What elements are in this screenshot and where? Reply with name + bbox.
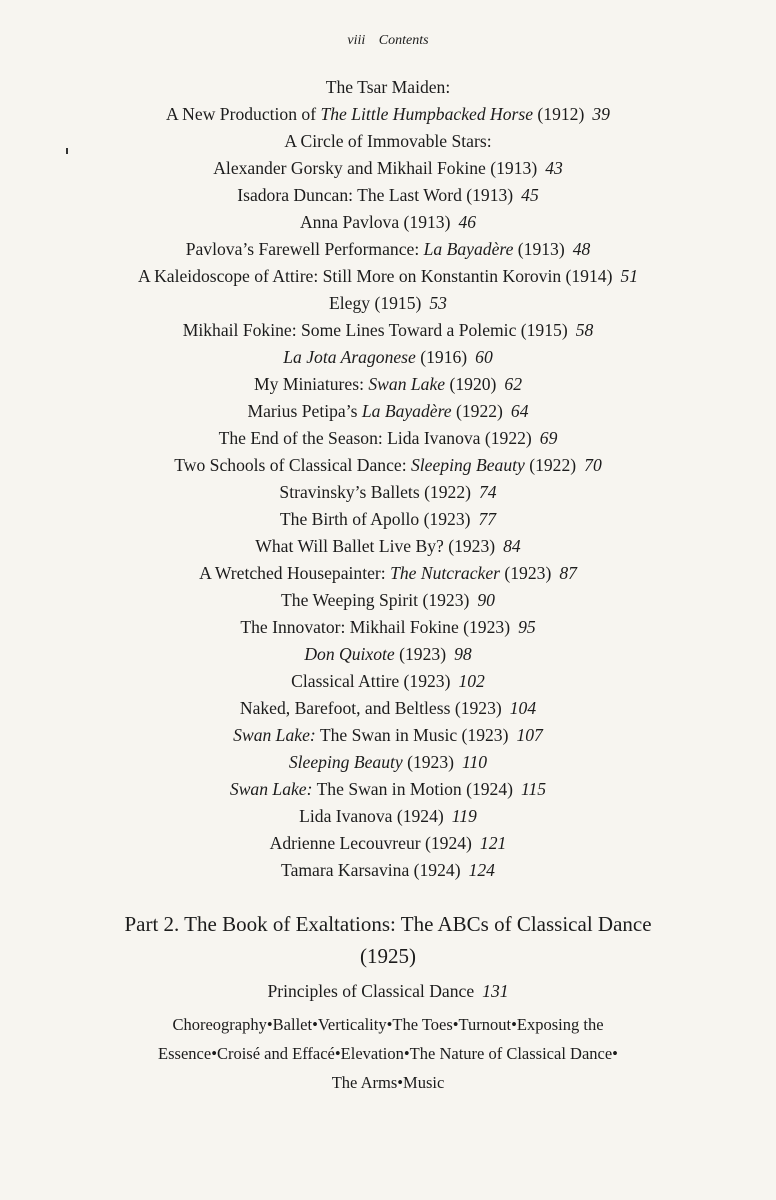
entry-page-number: 121 bbox=[479, 833, 507, 853]
entry-page-number: 43 bbox=[545, 158, 563, 178]
entry-page-number: 119 bbox=[451, 806, 477, 826]
toc-entry bbox=[30, 452, 746, 479]
entry-title: A Circle of Immovable Stars: bbox=[284, 131, 492, 151]
entry-page-number: 87 bbox=[559, 563, 577, 583]
entry-title: Classical Attire (1923) bbox=[291, 671, 451, 691]
entry-page-number: 74 bbox=[478, 482, 497, 502]
topic-list bbox=[130, 1010, 646, 1097]
bullet-separator: • bbox=[403, 1044, 410, 1063]
entry-title-prefix: Pavlova’s Farewell Performance: bbox=[185, 239, 424, 259]
topic-item: Turnout bbox=[458, 1015, 512, 1034]
entry-title-suffix: (1922) bbox=[451, 401, 503, 421]
topic-item: Elevation bbox=[340, 1044, 404, 1063]
entry-title-italic: The Nutcracker bbox=[390, 563, 500, 583]
toc-entry bbox=[30, 722, 746, 749]
entry-page-number: 124 bbox=[468, 860, 495, 880]
entry-title-italic: Sleeping Beauty bbox=[288, 752, 403, 772]
entry-title: The Birth of Apollo (1923) bbox=[279, 509, 471, 529]
entry-title-italic: La Bayadère bbox=[361, 401, 452, 421]
entry-title: Anna Pavlova (1913) bbox=[299, 212, 451, 232]
entry-page-number: 60 bbox=[475, 347, 493, 367]
bullet-separator: • bbox=[386, 1015, 393, 1034]
toc-entry bbox=[30, 263, 746, 290]
bullet-separator: • bbox=[211, 1044, 217, 1063]
entry-title-prefix: A Wretched Housepainter: bbox=[199, 563, 391, 583]
entry-title: Naked, Barefoot, and Beltless (1923) bbox=[239, 698, 502, 718]
entry-title: The End of the Season: Lida Ivanova (1922) bbox=[218, 428, 532, 448]
entry-title-suffix: (1916) bbox=[415, 347, 468, 367]
topic-item: Choreography bbox=[172, 1015, 267, 1034]
entry-title: Isadora Duncan: The Last Word (1913) bbox=[237, 185, 514, 205]
topic-item: Croisé and Effacé bbox=[216, 1044, 335, 1063]
entry-page-number: 104 bbox=[509, 698, 537, 718]
toc-entry bbox=[30, 776, 746, 803]
toc-entry bbox=[30, 560, 746, 587]
toc-entry bbox=[30, 479, 746, 506]
entry-title: The Tsar Maiden: bbox=[325, 77, 451, 97]
entry-page-number: 95 bbox=[518, 617, 536, 637]
part-2-heading-line-1: Part 2. The Book of Exaltations: The ABCs of Classical Dance bbox=[124, 912, 652, 936]
entry-title: A Kaleidoscope of Attire: Still More on Konstantin Korovin (1914) bbox=[137, 266, 613, 286]
running-head bbox=[0, 33, 776, 49]
entry-page-number: 98 bbox=[454, 644, 472, 664]
entry-page-number: 69 bbox=[539, 428, 558, 448]
entry-title-suffix: (1913) bbox=[513, 239, 565, 259]
entry-title-suffix: (1920) bbox=[445, 374, 497, 394]
entry-page-number: 70 bbox=[584, 455, 602, 475]
sub-entry-title: Principles of Classical Dance bbox=[267, 981, 475, 1001]
entry-title-italic: Don Quixote bbox=[304, 644, 395, 664]
entry-title: Alexander Gorsky and Mikhail Fokine (1913) bbox=[213, 158, 538, 178]
topic-item: The Toes bbox=[392, 1015, 453, 1034]
entry-title-italic: Sleeping Beauty bbox=[411, 455, 525, 475]
part-2-sub-entry bbox=[30, 978, 746, 1005]
entry-page-number: 39 bbox=[592, 104, 610, 124]
topic-item: The Nature of Classical Dance bbox=[409, 1044, 613, 1063]
toc-entry bbox=[30, 236, 746, 263]
bullet-separator: • bbox=[334, 1044, 341, 1063]
entry-title-italic: Swan Lake: bbox=[233, 725, 316, 745]
toc-entry bbox=[30, 830, 746, 857]
sub-entry-page: 131 bbox=[482, 981, 509, 1001]
entry-title-suffix: (1922) bbox=[524, 455, 577, 475]
entry-title-suffix: (1923) bbox=[500, 563, 552, 583]
topic-item: Verticality bbox=[317, 1015, 387, 1034]
toc-entry bbox=[30, 749, 746, 776]
topic-item: The Arms bbox=[331, 1073, 398, 1092]
entry-title-italic: Swan Lake: bbox=[229, 779, 313, 799]
toc-entry bbox=[30, 182, 746, 209]
entry-title-italic: Swan Lake bbox=[368, 374, 446, 394]
entry-page-number: 77 bbox=[478, 509, 497, 529]
toc-entry bbox=[30, 587, 746, 614]
entry-title-prefix: My Miniatures: bbox=[254, 374, 369, 394]
entry-page-number: 48 bbox=[572, 239, 591, 259]
toc-entry bbox=[30, 398, 746, 425]
topic-item: Ballet bbox=[272, 1015, 313, 1034]
toc-entry bbox=[30, 695, 746, 722]
part-2-heading-line-2: (1925) bbox=[360, 944, 416, 968]
contents-list bbox=[30, 74, 746, 884]
toc-entry bbox=[30, 344, 746, 371]
entry-title: What Will Ballet Live By? (1923) bbox=[255, 536, 496, 556]
toc-entry bbox=[30, 533, 746, 560]
page-numeral: viii bbox=[347, 33, 366, 48]
toc-entry bbox=[30, 803, 746, 830]
entry-page-number: 107 bbox=[516, 725, 543, 745]
toc-entry bbox=[30, 425, 746, 452]
entry-title-suffix: (1923) bbox=[402, 752, 455, 772]
toc-entry bbox=[30, 641, 746, 668]
toc-entry bbox=[30, 317, 746, 344]
entry-title: Lida Ivanova (1924) bbox=[299, 806, 444, 826]
toc-entry bbox=[30, 290, 746, 317]
entry-page-number: 62 bbox=[504, 374, 522, 394]
bullet-separator: • bbox=[266, 1015, 273, 1034]
entry-title-prefix: Two Schools of Classical Dance: bbox=[174, 455, 411, 475]
entry-title: Mikhail Fokine: Some Lines Toward a Polemic (1915) bbox=[182, 320, 568, 340]
entry-page-number: 46 bbox=[458, 212, 477, 232]
bullet-separator: • bbox=[397, 1073, 404, 1092]
entry-page-number: 51 bbox=[620, 266, 639, 286]
entry-page-number: 90 bbox=[477, 590, 495, 610]
entry-page-number: 45 bbox=[521, 185, 539, 205]
entry-title-suffix: The Swan in Music (1923) bbox=[315, 725, 509, 745]
entry-page-number: 64 bbox=[510, 401, 529, 421]
entry-title-prefix: Marius Petipa’s bbox=[247, 401, 362, 421]
topic-item: Exposing the Essence bbox=[158, 1015, 604, 1063]
toc-entry bbox=[30, 857, 746, 884]
entry-title: The Innovator: Mikhail Fokine (1923) bbox=[240, 617, 511, 637]
entry-page-number: 58 bbox=[575, 320, 594, 340]
entry-title: Stravinsky’s Ballets (1922) bbox=[279, 482, 471, 502]
running-head-title: Contents bbox=[378, 33, 429, 48]
toc-entry bbox=[30, 371, 746, 398]
scan-speck bbox=[66, 148, 68, 154]
topic-item: Music bbox=[403, 1073, 445, 1092]
part-2-heading bbox=[30, 908, 746, 972]
entry-title-suffix: (1923) bbox=[394, 644, 447, 664]
entry-title: Tamara Karsavina (1924) bbox=[281, 860, 461, 880]
entry-page-number: 110 bbox=[462, 752, 488, 772]
bullet-separator: • bbox=[312, 1015, 318, 1034]
bullet-separator: • bbox=[511, 1015, 517, 1034]
entry-title-italic: La Bayadère bbox=[423, 239, 514, 259]
entry-page-number: 84 bbox=[503, 536, 521, 556]
toc-entry bbox=[30, 209, 746, 236]
bullet-separator: • bbox=[612, 1044, 618, 1063]
toc-entry bbox=[30, 506, 746, 533]
entry-page-number: 102 bbox=[458, 671, 485, 691]
toc-entry bbox=[30, 155, 746, 182]
entry-title: Elegy (1915) bbox=[329, 293, 422, 313]
entry-title-italic: The Little Humpbacked Horse bbox=[320, 104, 534, 124]
entry-page-number: 115 bbox=[521, 779, 547, 799]
toc-entry bbox=[30, 101, 746, 128]
entry-title: The Weeping Spirit (1923) bbox=[281, 590, 470, 610]
entry-page-number: 53 bbox=[429, 293, 447, 313]
entry-title-suffix: The Swan in Motion (1924) bbox=[312, 779, 514, 799]
entry-title-suffix: (1912) bbox=[533, 104, 585, 124]
toc-entry bbox=[30, 74, 746, 101]
entry-title-prefix: A New Production of bbox=[166, 104, 321, 124]
bullet-separator: • bbox=[452, 1015, 459, 1034]
toc-entry bbox=[30, 668, 746, 695]
entry-title: Adrienne Lecouvreur (1924) bbox=[269, 833, 472, 853]
toc-entry bbox=[30, 614, 746, 641]
entry-title-italic: La Jota Aragonese bbox=[283, 347, 416, 367]
toc-entry bbox=[30, 128, 746, 155]
